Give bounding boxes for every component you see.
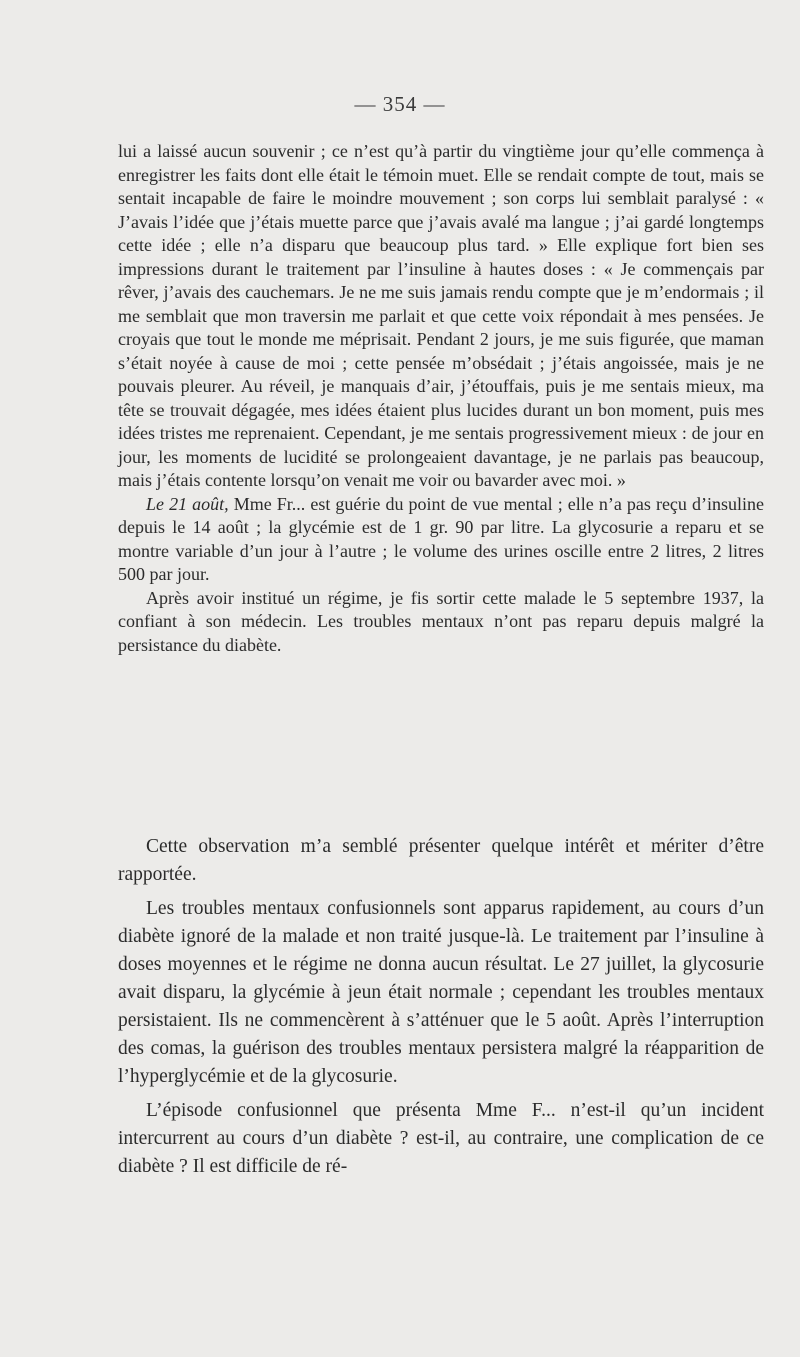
date-paragraph [118,493,764,587]
discussion-paragraph-1: Cette observation m’a semblé présenter quelque intérêt et mériter d’être rapportée. [118,836,764,885]
discussion-block [118,833,764,1181]
page-number: — 354 — [354,92,446,116]
case-observation-block [118,140,764,657]
discussion-paragraph-2: Les troubles mentaux confusionnels sont apparus rapidement, au cours d’un diabète ignoré de la malade et non traité jusque-là. Le traitement par l’insuline à doses moyennes et le régime ne donna aucun résultat. Le 27 juillet, la glycosurie avait disparu, la glycémie à jeun était normale ; cependant les troubles mentaux persistaient. Ils ne commencèrent à s’atténuer que le 5 août. Après l’interruption des comas, la guérison des troubles mentaux persistera malgré la réapparition de l’hyperglycémie et de la glycosurie. [118,898,764,1087]
date-label: Le 21 août, [146,493,229,514]
date-paragraph-body: Mme Fr... est guérie du point de vue mental ; elle n’a pas reçu d’insuline depuis le 14 août ; la glycémie est de 1 gr. 90 par litre. La glycosurie a reparu et se montre variable d’un jour à l’autre ; le volume des urines oscille entre 2 litres, 2 litres 500 par jour. [118,493,764,584]
discussion-paragraph-3: L’épisode confusionnel que présenta Mme F... n’est-il qu’un incident intercurrent au cours d’un diabète ? est-il, au contraire, une complication de ce diabète ? Il est difficile de ré- [118,1100,764,1177]
case-narrative-paragraph: lui a laissé aucun souvenir ; ce n’est qu’à partir du vingtième jour qu’elle commença à enregistrer les faits dont elle était le témoin muet. Elle se rendait compte de tout, mais se sentait incapable de faire le moindre mouvement ; son corps lui semblait paralysé : « J’avais l’idée que j’étais muette parce que j’avais avalé ma langue ; j’ai gardé longtemps cette idée ; elle n’a disparu que beaucoup plus tard. » Elle explique fort bien ses impressions durant le traitement par l’insuline à hautes doses : « Je commençais par rêver, j’avais des cauchemars. Je ne me suis jamais rendu compte que je m’endormais ; il me semblait que mon traversin me parlait et que cette voix répondait à mes pensées. Je croyais que tout le monde me méprisait. Pendant 2 jours, je me suis figurée, que maman s’était noyée à cause de moi ; cette pensée m’obsédait ; j’étais angoissée, mais je ne pouvais pleurer. Au réveil, je manquais d’air, j’étouffais, puis je me sentais mieux, ma tête se trouvait dégagée, mes idées étaient plus lucides durant un bon moment, puis mes idées tristes me reprenaient. Cependant, je me sentais progressivement mieux : de jour en jour, les moments de lucidité se prolongeaient davantage, je ne parlais pas beaucoup, mais j’étais contente lorsqu’on venait me voir ou bavarder avec moi. » [118,141,764,490]
discharge-paragraph: Après avoir institué un régime, je fis sortir cette malade le 5 septembre 1937, la confiant à son médecin. Les troubles mentaux n’ont pas reparu depuis malgré la persistance du diabète. [118,587,764,655]
